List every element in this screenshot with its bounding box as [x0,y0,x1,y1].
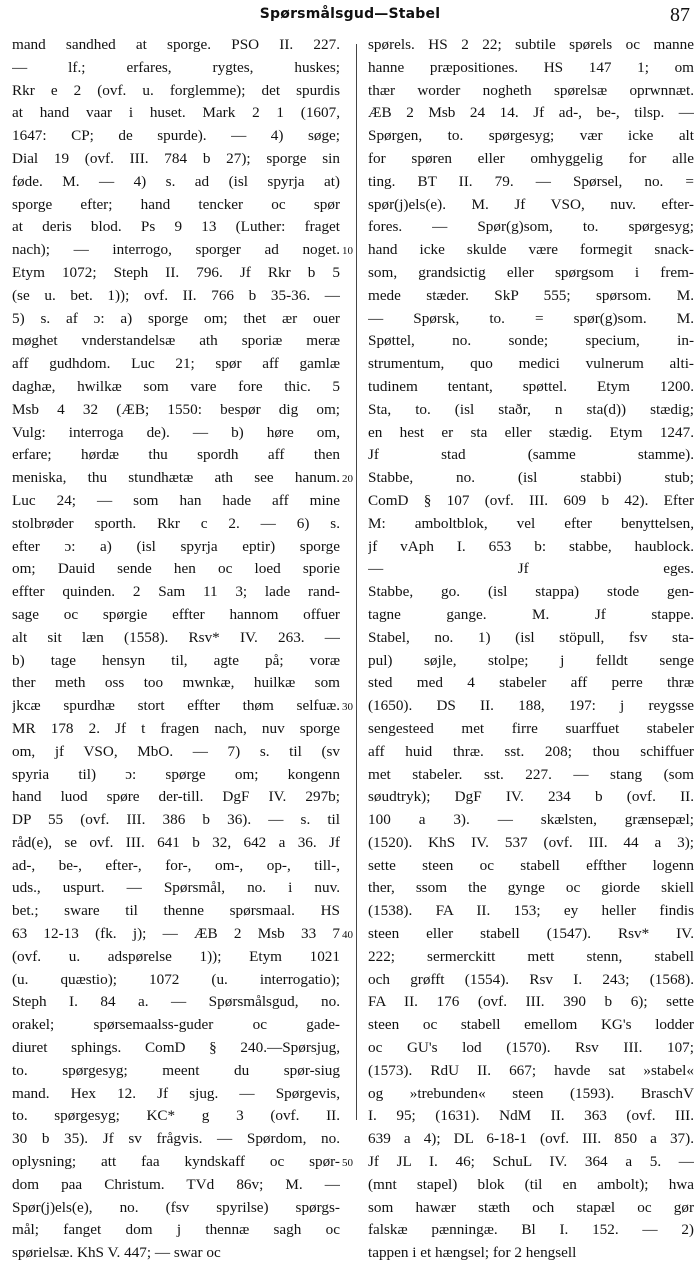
text-line: ComD § 107 (ovf. III. 609 b 42). Efter [368,491,694,509]
text-line: jf vAph I. 653 b: stabbe, haublock. [368,537,694,555]
text-line: to. spørgesyg; meent du spør-siug [12,1061,340,1079]
text-line: sporge efter; hand tencker oc spør [12,195,340,213]
text-line: b) tage hensyn til, agte på; voræ [12,651,340,669]
text-line: om; Dauid sende hen oc loed sporie [12,560,340,578]
text-line: orakel; spørsemaalss-guder oc gade- [12,1016,340,1034]
text-line: oplysning; att faa kyndskaff oc spør- [12,1153,340,1171]
text-line: mand. Hex 12. Jf sjug. — Spørgevis, [12,1084,340,1102]
left-column [12,34,340,1265]
text-line: alt sit læn (1558). Rsv* IV. 263. — [12,628,340,646]
text-line: ting. BT II. 79. — Spørsel, no. = [368,172,694,190]
text-line: 30 b 35). Jf sv frågvis. — Spørdom, no. [12,1130,340,1148]
text-line: nach); — interrogo, sporger ad noget. [12,241,340,259]
text-line: 222; sermerckitt mett stenn, stabell [368,947,694,965]
text-line: bet.; sware til thenne spørsmaal. HS [12,902,340,920]
line-number: 40 [342,929,353,942]
text-line: Jf stad (samme stamme). [368,446,694,464]
text-line: MR 178 2. Jf t fragen nach, nuv sporge [12,719,340,737]
text-line: Stabbe, no. (isl stabbi) stub; [368,469,694,487]
text-line: Jf JL I. 46; SchuL IV. 364 a 5. — [368,1153,694,1171]
text-line: mål; fanget dom j thennæ sagh oc [12,1221,340,1239]
text-line: dom paa Christum. TVd 86v; M. — [12,1175,340,1193]
text-line: 63 12-13 (fk. j); — ÆB 2 Msb 33 7 [12,925,340,943]
text-line: tagne gange. M. Jf stappe. [368,605,694,623]
text-line: føde. M. — 4) s. ad (isl spyrja at) [12,172,340,190]
text-line: 5) s. af ɔ: a) sporge om; thet ær ouer [12,309,340,327]
text-line: sage oc spørgie effter hannom offuer [12,605,340,623]
text-line: mand sandhed at sporge. PSO II. 227. [12,36,340,53]
text-line: — Spørsk, to. = spør(g)som. M. [368,309,694,327]
text-line: som, grandsictig eller spørgsom i frem- [368,263,694,281]
text-line: hanne præpositiones. HS 147 1; om [368,58,694,76]
text-line: steen eller stabell (1547). Rsv* IV. [368,925,694,943]
text-line: I. 95; (1631). NdM II. 363 (ovf. III. [368,1107,694,1125]
text-line: for spøren eller omhyggelig for alle [368,149,694,167]
line-number: 30 [342,701,353,714]
text-line: M: amboltblok, vel efter benyttelsen, [368,514,694,532]
text-line: råd(e), se ovf. III. 641 b 32, 642 a 36. Jf [12,833,340,851]
text-line: Dial 19 (ovf. III. 784 b 27); sporge sin [12,149,340,167]
line-number: 20 [342,473,353,486]
text-line: hand icke skulde være formegit snack- [368,241,694,259]
text-line: Stabel, no. 1) (isl stöpull, fsv sta- [368,628,694,646]
text-line: tudinem tentant, spøttel. Etym 1200. [368,377,694,395]
text-line: och grøfft (1554). Rsv I. 243; (1568). [368,970,694,988]
text-line: (1538). FA II. 153; ey heller findis [368,902,694,920]
text-line: Etym 1072; Steph II. 796. Jf Rkr b 5 [12,263,340,281]
text-line: — Jf eges. [368,560,694,578]
text-line: at hand vaar i huset. Mark 2 1 (1607, [12,104,340,122]
text-line: ÆB 2 Msb 24 14. Jf ad-, be-, tilsp. — [368,104,694,122]
text-line: sette steen oc stabell effther logenn [368,856,694,874]
text-line: tappen i et hængsel; for 2 hengsell [368,1244,577,1262]
text-line: diuret sphings. ComD § 240.—Spørsjug, [12,1039,340,1057]
line-number: 10 [342,245,353,258]
page-number: 87 [670,4,690,26]
text-line: stolbrøder sporth. Rkr c 2. — 6) s. [12,514,340,532]
text-line: uds., uspurt. — Spørsmål, no. i nuv. [12,879,340,897]
text-line: en hest er sta eller stædig. Etym 1247. [368,423,694,441]
text-line: spør(j)els(e). M. Jf VSO, nuv. efter- [368,195,694,213]
text-line: at deris blod. Ps 9 13 (Luther: fraget [12,218,340,236]
text-line: søudtryk); DgF IV. 234 b (ovf. II. [368,788,694,806]
text-line: 1647: CP; de spurde). — 4) søge; [12,127,340,145]
text-line: oc GU's lod (1570). Rsv III. 107; [368,1039,694,1057]
text-line: ther, ssom the gynge oc giorde skiell [368,879,694,897]
text-line: (ovf. u. adspørelse 1)); Etym 1021 [12,947,340,965]
text-line: fores. — Spør(g)som, to. spørgesyg; [368,218,694,236]
text-line: erfare; hørdæ thu spordh aff then [12,446,340,464]
text-line: FA II. 176 (ovf. III. 390 b 6); sette [368,993,694,1011]
text-line: ad-, be-, efter-, for-, om-, op-, till-, [12,856,340,874]
text-line: 639 a 4); DL 6-18-1 (ovf. III. 850 a 37). [368,1130,694,1148]
text-line: ther meth oss too mwnkæ, huilkæ som [12,674,340,692]
text-line: strumentum, quo medici vulnerum alti- [368,355,694,373]
line-number: 50 [342,1157,353,1170]
text-line: effter quinden. 2 Sam 11 3; lade rand- [12,583,340,601]
column-divider [356,44,357,1120]
text-line: Spøttel, no. sonde; specium, in- [368,332,694,350]
text-line: (mnt stapel) blok (til en ambolt); hwa [368,1175,694,1193]
text-line: Sta, to. (isl staðr, n sta(d)) stædig; [368,400,694,418]
page-header [0,4,700,30]
text-line: mede stæder. SkP 555; spørsom. M. [368,286,694,304]
text-line: Msb 4 32 (ÆB; 1550: bespør dig om; [12,400,340,418]
running-head: Spørsmålsgud—Stabel [259,6,441,22]
text-line: (u. quæstio); 1072 (u. interrogatio); [12,970,340,988]
text-line: hand luod spøre der-till. DgF IV. 297b; [12,788,340,806]
text-line: 100 a 3). — skælsten, grænsepæl; [368,811,694,829]
text-line: (1650). DS II. 188, 197: j reygsse [368,697,694,715]
text-line: (se u. bet. 1)); ovf. II. 766 b 35-36. — [12,286,340,304]
text-line: Stabbe, go. (isl stappa) stode gen- [368,583,694,601]
text-line: spørels. HS 2 22; subtile spørels oc manne [368,36,694,53]
text-line: falskæ pænningæ. Bl I. 152. — 2) [368,1221,694,1239]
text-line: møghet vnderstandelsæ ath sporiæ meræ [12,332,340,350]
text-line: (1573). RdU II. 667; havde sat »stabel« [368,1061,694,1079]
text-line: aff gudhdom. Luc 21; spør aff gamlæ [12,355,340,373]
text-line: aff huid thræ. sst. 208; thou schiffuer [368,742,694,760]
text-line: efter ɔ: a) (isl spyrja eptir) sporge [12,537,340,555]
text-line: spørielsæ. KhS V. 447; — swar oc [12,1244,221,1262]
text-line: daghæ, hwilkæ som vare fore thic. 5 [12,377,340,395]
text-line: met stabeler. sst. 227. — stang (som [368,765,694,783]
text-line: sted med 4 stabeler aff perre thræ [368,674,694,692]
text-line: thær worder nogheth spørelsæ oprwnnæt. [368,81,694,99]
text-line: Spør(j)els(e), no. (fsv spyrilse) spørgs- [12,1198,340,1216]
text-line: pul) søjle, stolpe; j felldt senge [368,651,694,669]
text-line: DP 55 (ovf. III. 386 b 36). — s. til [12,811,340,829]
text-line: — lf.; erfares, rygtes, huskes; [12,58,340,76]
text-line: Spørgen, to. spørgesyg; vær icke alt [368,127,694,145]
text-line: og »trebunden« steen (1593). BraschV [368,1084,694,1102]
text-line: Steph I. 84 a. — Spørsmålsgud, no. [12,993,340,1011]
text-line: to. spørgesyg; KC* g 3 (ovf. II. [12,1107,340,1125]
text-line: Vulg: interroga de). — b) høre om, [12,423,340,441]
text-line: (1520). KhS IV. 537 (ovf. III. 44 a 3); [368,833,694,851]
text-line: som hawær stæth och stapæl oc gør [368,1198,694,1216]
text-line: meniska, thu stundhætæ ath see hanum. [12,469,340,487]
text-line: om, jf VSO, MbO. — 7) s. til (sv [12,742,340,760]
text-line: spyria til) ɔ: spørge om; kongenn [12,765,340,783]
text-line: sengesteed met firre suarffuet stabeler [368,719,694,737]
text-line: jkcæ spurdhæ stort effter thøm selfuæ. [12,697,340,715]
text-line: Rkr e 2 (ovf. u. forglemme); det spurdis [12,81,340,99]
right-column [368,34,694,1265]
text-line: steen oc stabell emellom KG's lodder [368,1016,694,1034]
text-line: Luc 24; — som han hade aff mine [12,491,340,509]
